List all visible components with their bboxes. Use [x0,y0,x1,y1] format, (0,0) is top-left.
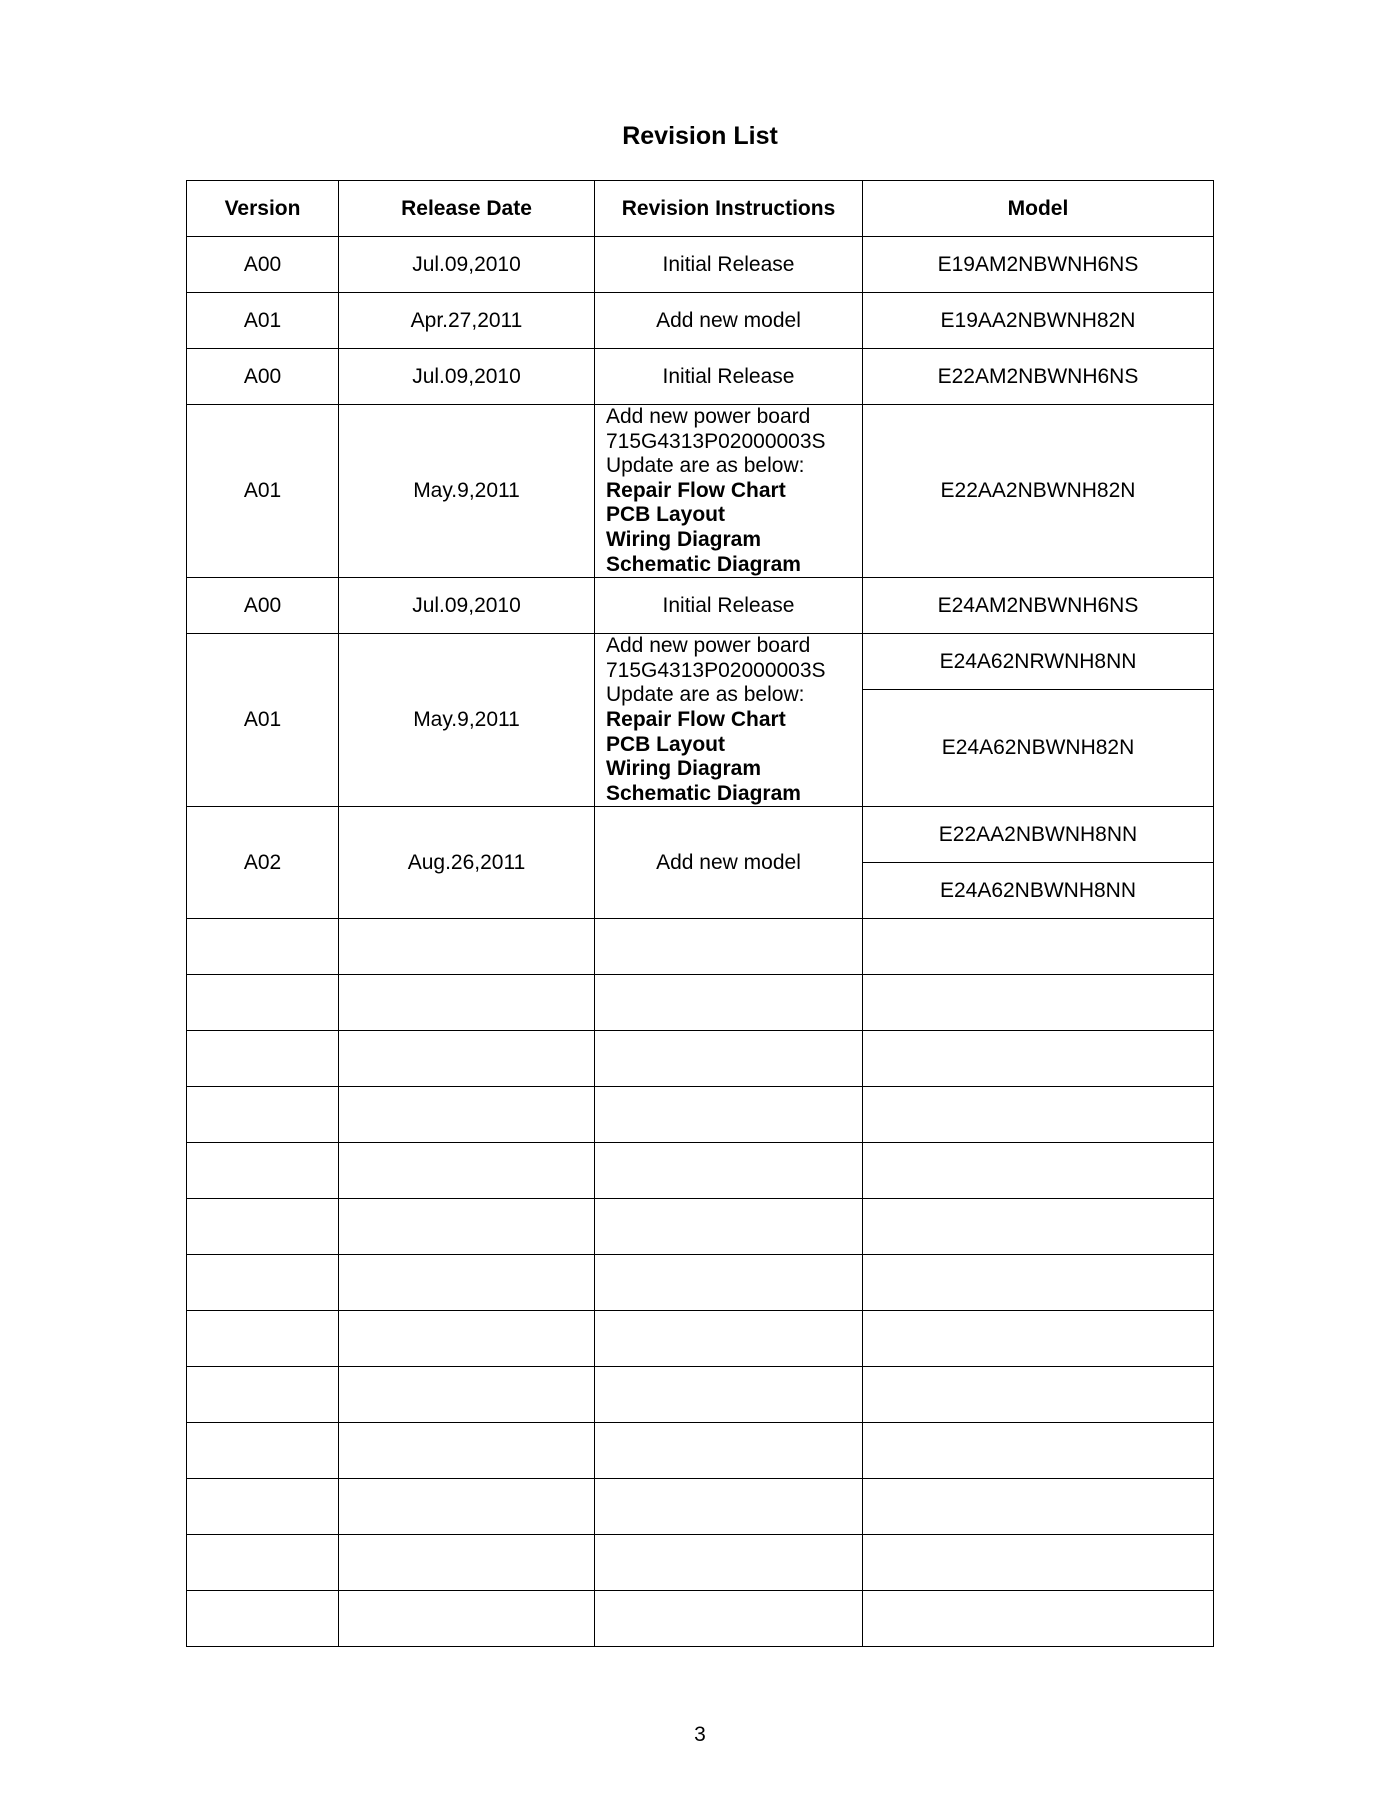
empty-cell [863,1031,1214,1087]
version-cell: A01 [187,293,339,349]
instructions-cell: Add new model [595,293,863,349]
model-cell: E24AM2NBWNH6NS [863,578,1214,634]
page-number: 3 [694,1723,706,1746]
empty-cell [863,1479,1214,1535]
instruction-item: PCB Layout [606,503,726,527]
model-cell: E24A62NRWNH8NN [863,634,1214,690]
version-cell: A00 [187,237,339,293]
empty-row [187,1535,1214,1591]
empty-cell [595,1031,863,1087]
instruction-item: Schematic Diagram [606,781,801,805]
version-cell: A02 [187,807,339,919]
instruction-line: Update are as below: [606,683,805,707]
empty-cell [339,1311,595,1367]
empty-cell [595,1255,863,1311]
version-cell: A00 [187,349,339,405]
empty-cell [863,1199,1214,1255]
table-row [187,634,1214,690]
empty-cell [863,1143,1214,1199]
release-date-cell: May.9,2011 [339,634,595,807]
empty-cell [595,1143,863,1199]
empty-cell [595,1087,863,1143]
empty-row [187,1367,1214,1423]
instructions-cell: Initial Release [595,578,863,634]
empty-cell [339,1199,595,1255]
instruction-line: 715G4313P02000003S [606,429,826,453]
empty-cell [339,1535,595,1591]
empty-cell [339,919,595,975]
empty-cell [187,1591,339,1647]
model-cell: E24A62NBWNH82N [863,690,1214,807]
release-date-cell: May.9,2011 [339,405,595,578]
empty-row [187,975,1214,1031]
version-cell: A01 [187,634,339,807]
empty-cell [187,1087,339,1143]
empty-row [187,1591,1214,1647]
empty-cell [339,1255,595,1311]
instructions-cell: Initial Release [595,237,863,293]
table-row [187,349,1214,405]
empty-cell [187,1367,339,1423]
model-cell: E22AA2NBWNH82N [863,405,1214,578]
empty-cell [339,1479,595,1535]
empty-cell [339,1143,595,1199]
page-title: Revision List [622,122,778,150]
empty-cell [339,1423,595,1479]
empty-row [187,1311,1214,1367]
header-release-date: Release Date [339,181,595,237]
empty-cell [863,1311,1214,1367]
table-row [187,807,1214,863]
empty-cell [187,1423,339,1479]
instructions-cell: Initial Release [595,349,863,405]
empty-cell [595,1591,863,1647]
empty-cell [863,1423,1214,1479]
empty-row [187,1423,1214,1479]
empty-cell [339,1591,595,1647]
header-row [187,181,1214,237]
empty-cell [187,975,339,1031]
empty-cell [595,1311,863,1367]
instruction-line: Add new power board [606,634,811,658]
release-date-cell: Apr.27,2011 [339,293,595,349]
empty-cell [595,1479,863,1535]
instructions-cell: Add new model [595,807,863,919]
empty-cell [339,1087,595,1143]
empty-row [187,1143,1214,1199]
empty-cell [595,975,863,1031]
release-date-cell: Jul.09,2010 [339,578,595,634]
empty-cell [595,1367,863,1423]
instruction-line: 715G4313P02000003S [606,658,826,682]
empty-cell [595,1423,863,1479]
version-cell: A00 [187,578,339,634]
empty-cell [863,1591,1214,1647]
empty-row [187,1087,1214,1143]
empty-cell [187,1031,339,1087]
instruction-line: Add new power board [606,405,811,428]
empty-cell [863,919,1214,975]
model-cell: E24A62NBWNH8NN [863,863,1214,919]
model-cell: E19AA2NBWNH82N [863,293,1214,349]
instruction-item: Schematic Diagram [606,552,801,576]
release-date-cell: Jul.09,2010 [339,349,595,405]
instruction-item: PCB Layout [606,732,726,756]
table-row [187,405,1214,578]
empty-row [187,1479,1214,1535]
empty-cell [339,1367,595,1423]
instructions-cell [595,405,863,578]
model-cell: E19AM2NBWNH6NS [863,237,1214,293]
empty-cell [595,1199,863,1255]
empty-row [187,919,1214,975]
empty-cell [187,1311,339,1367]
empty-cell [339,975,595,1031]
version-cell: A01 [187,405,339,578]
empty-cell [595,919,863,975]
header-revision-instructions: Revision Instructions [595,181,863,237]
model-cell: E22AA2NBWNH8NN [863,807,1214,863]
instruction-item: Wiring Diagram [606,757,761,781]
release-date-cell: Jul.09,2010 [339,237,595,293]
model-cell: E22AM2NBWNH6NS [863,349,1214,405]
empty-row [187,1255,1214,1311]
empty-cell [187,1143,339,1199]
empty-cell [187,1199,339,1255]
empty-cell [187,1255,339,1311]
table-row [187,578,1214,634]
revision-table [186,180,1214,1647]
empty-cell [863,975,1214,1031]
instruction-item: Repair Flow Chart [606,478,786,502]
empty-cell [863,1535,1214,1591]
table-row [187,237,1214,293]
header-version: Version [187,181,339,237]
instruction-line: Update are as below: [606,454,805,478]
instruction-item: Wiring Diagram [606,527,761,551]
empty-cell [863,1087,1214,1143]
empty-cell [863,1367,1214,1423]
header-model: Model [863,181,1214,237]
empty-row [187,1031,1214,1087]
empty-cell [595,1535,863,1591]
empty-rows [187,919,1214,1647]
instructions-cell [595,634,863,807]
empty-cell [187,1479,339,1535]
empty-row [187,1199,1214,1255]
instruction-item: Repair Flow Chart [606,707,786,731]
empty-cell [339,1031,595,1087]
table-row [187,293,1214,349]
empty-cell [187,919,339,975]
empty-cell [187,1535,339,1591]
empty-cell [863,1255,1214,1311]
release-date-cell: Aug.26,2011 [339,807,595,919]
